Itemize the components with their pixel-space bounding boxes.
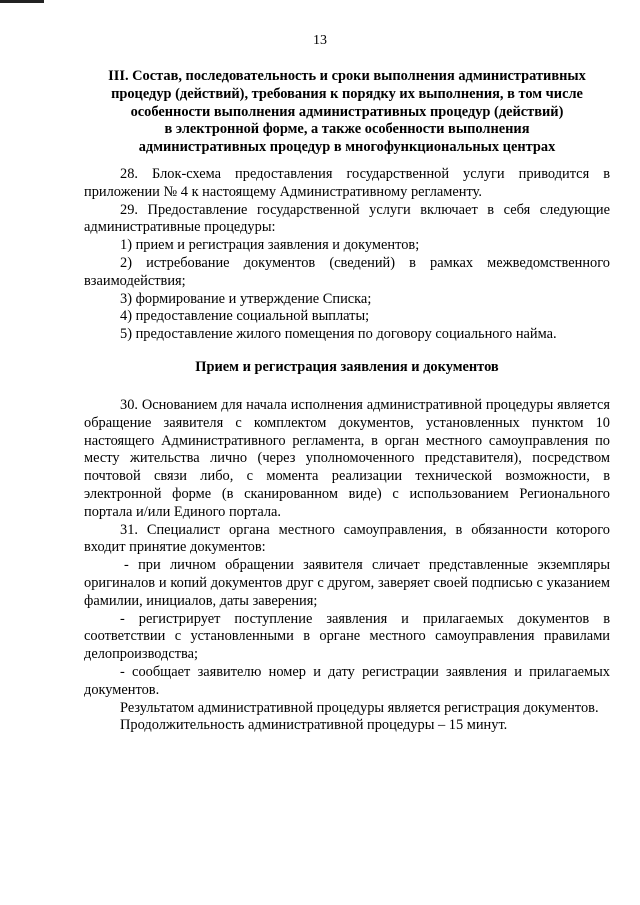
page-number: 13 [313, 33, 327, 48]
procedure-list-item: 4) предоставление социальной выплаты; [120, 308, 370, 325]
procedure-list-item: 1) прием и регистрация заявления и документов; [120, 237, 420, 254]
paragraph-30: 30. Основанием для начала исполнения административной процедуры является обращение заявителя с комплектом документов, установленных пунктом 10 настоящего Административного регламента, в орган местного самоуправления по месту жительства лично (через уполномоченного представителя), посредством почтовой связи либо, с момента реализации технической возможности, в электронной форме (в сканированном виде) с использованием Регионального портала и/или Единого портала. [84, 397, 610, 520]
paragraph-31-item: - регистрирует поступление заявления и прилагаемых документов в соответствии с установленными в органе местного самоуправления правилами делопроизводства; [84, 610, 610, 663]
procedure-list-item: 2) истребование документов (сведений) в рамках межведомственного взаимодействия; [84, 254, 610, 289]
section-heading [86, 68, 608, 157]
section-heading-line: особенности выполнения административных процедур (действий) [130, 103, 564, 120]
scan-corner-mark [0, 0, 44, 3]
section-body-part-1 [84, 166, 610, 344]
result-paragraph: Результатом административной процедуры является регистрация документов. [120, 699, 599, 716]
paragraph-29: 29. Предоставление государственной услуги включает в себя следующие административные процедуры: [84, 201, 610, 236]
section-body-part-2 [84, 397, 610, 735]
paragraph-31-item: - сообщает заявителю номер и дату регистрации заявления и прилагаемых документов. [84, 663, 610, 698]
subsection-heading: Прием и регистрация заявления и документов [195, 359, 499, 375]
section-heading-line: в электронной форме, а также особенности выполнения [164, 121, 530, 138]
procedure-list-item: 3) формирование и утверждение Списка; [120, 290, 372, 307]
section-heading-line: III. Состав, последовательность и сроки выполнения административных [108, 68, 586, 84]
section-heading-line: процедур (действий), требования к порядку их выполнения, в том числе [111, 85, 583, 102]
paragraph-31: 31. Специалист органа местного самоуправления, в обязанности которого входит принятие документов: [84, 521, 610, 556]
procedure-list-item: 5) предоставление жилого помещения по договору социального найма. [120, 326, 557, 343]
paragraph-28: 28. Блок-схема предоставления государственной услуги приводится в приложении № 4 к настоящему Административному регламенту. [84, 166, 610, 200]
section-heading-line: административных процедур в многофункциональных центрах [138, 139, 556, 156]
paragraph-31-item: - при личном обращении заявителя сличает представленные экземпляры оригиналов и копий документов друг с другом, заверяет своей подписью с указанием фамилии, инициалов, даты заверения; [84, 557, 610, 609]
duration-paragraph: Продолжительность административной процедуры – 15 минут. [120, 717, 508, 734]
